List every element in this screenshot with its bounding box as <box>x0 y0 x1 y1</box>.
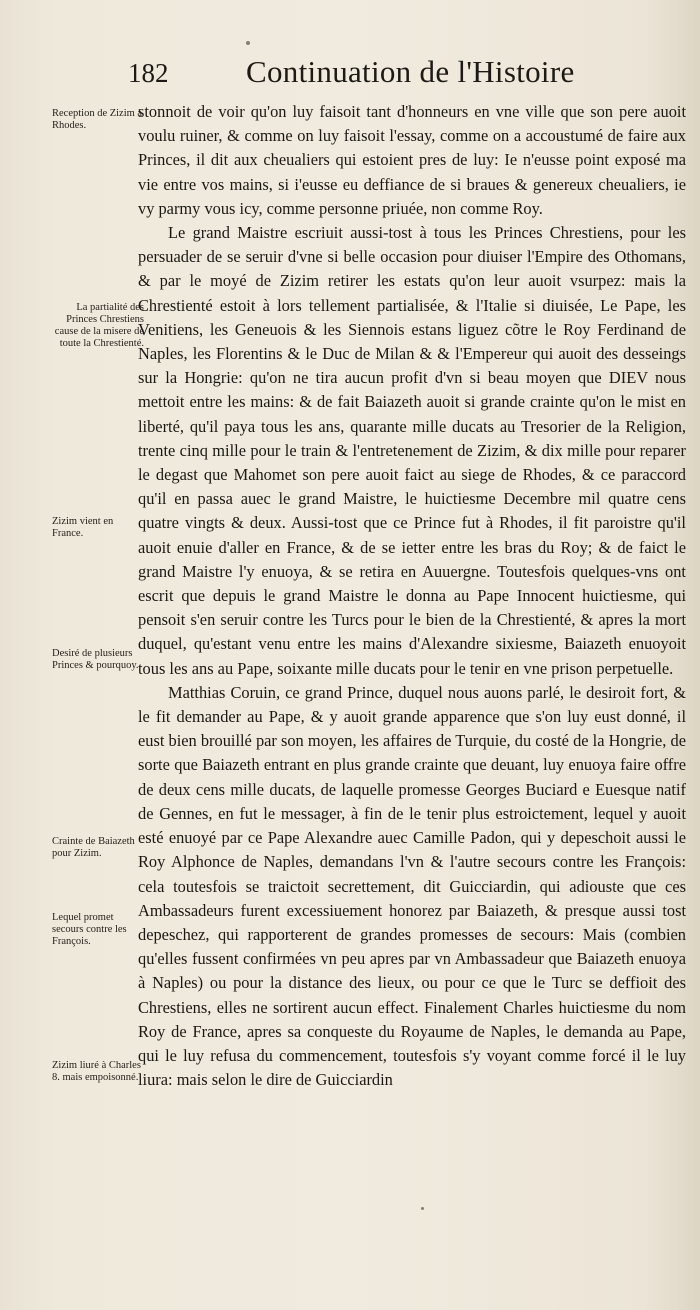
paragraph: stonnoit de voir qu'on luy faisoit tant d'honneurs en vne ville que son pere auoit voulu ruiner, & comme on luy faisoit l'essay, comme on a accoustumé de faire aux Princes, il dit aux cheualiers qui estoient pres de luy: Ie n'eusse point exposé ma vie entre vos mains, si i'eusse eu deffiance de si braues & genereux cheualiers, ie vy parmy vous icy, comme personne priuée, non comme Roy. <box>138 102 686 218</box>
page-number: 182 <box>128 58 169 88</box>
paragraph: Matthias Coruin, ce grand Prince, duquel nous auons parlé, le desiroit fort, & le fit demander au Pape, & y auoit grande apparence que s'on luy eust donné, il eust bien brouillé par son moyen, les affaires de Turquie, du costé de la Hongrie, de sorte que Baiazeth entrant en plus grande crainte que deuant, luy enuoya faire offre de deux cens mille ducats, de laquelle promesse Georges Buciard e Euesque natif de Gennes, en fut le messager, à fin de le tenir plus estroictement, lequel y auoit esté enuoyé par ce Pape Alexandre auec Camille Padon, qui y depeschoit aussi le Roy Alphonce de Naples, demandans l'vn & l'autre secours contre les François: cela toutesfois se traictoit secrettement, dit Guicciardin, qui adiouste que ces Ambassadeurs furent excessiuement honorez par Baiazeth, & presque aussi tost depeschez, qui rapporterent de grandes promesses de secours: Mais (combien qu'elles fussent confirmées vn peu apres par vn Ambassadeur que Baiazeth enuoya à Naples) ou pour la distance des lieux, ou pour ce que le Turc se deffioit des Chrestiens, elles ne sortirent aucun effect. Finalement Charles huictiesme du nom Roy de France, apres sa conqueste du Royaume de Naples, le demanda au Pape, qui le luy refusa du commencement, toutesfois s'y voyant comme forcé il le luy liura: mais selon le dire de Guicciardin <box>138 682 686 1090</box>
margin-note: Zizim vient en France. <box>52 516 114 539</box>
margin-note: Lequel promet secours contre les François. <box>52 912 127 947</box>
margin-note: Crainte de Baiazeth pour Zizim. <box>52 836 135 859</box>
margin-note: La partialité des Princes Chrestiens cause de la misere de toute la Chrestienté. <box>54 302 144 349</box>
paragraph: Le grand Maistre escriuit aussi-tost à tous les Princes Chrestiens, pour les persuader de se seruir d'vne si belle occasion pour diuiser l'Empire des Othomans, & par le moyé de Zizim retirer les estats qu'on leur auoit vsurpez: mais la Chrestienté estoit à lors tellement partialisée, & l'Italie si diuisée, Le Pape, les Venitiens, les Geneuois & les Siennois estans liguez cõtre le Roy Ferdinand de Naples, les Florentins & le Duc de Milan & & l'Empereur qui auoit des desseings sur la Hongrie: qu'on ne tira aucun profit d'vn si beau moyen que DIEV nous mettoit entre les mains: & de fait Baiazeth auoit si grande crainte qu'on le mist en liberté, qu'il paya tous les ans, quarante mille ducats au Tresorier de la Religion, trente cinq mille pour le train & l'entretenement de Zizim, & dix mille pour reparer le degast que Mahomet son pere auoit faict au siege de Rhodes, & ce paraccord qu'il en passa auec le grand Maistre, le huictiesme Decembre mil quatre cens quatre vingts & deux. Aussi-tost que ce Prince fut à Rhodes, il fit paroistre qu'il auoit enuie d'aller en France, & de se ietter entre les bras du Roy; & de faict le grand Maistre l'y enuoya, & se retira en Auuergne. Toutesfois quelques-vns ont escrit que depuis le grand Maistre le donna au Pape Innocent huictiesme, qui pensoit s'en seruir contre les Turcs pour le bien de la Chrestienté, & apres la mort duquel, qu'estant venu entre les mains d'Alexandre sixiesme, Baiazeth enuoyoit tous les ans au Pape, soixante mille ducats pour le tenir en vne prison perpetuelle. <box>138 223 686 678</box>
running-title: Continuation de l'Histoire <box>246 54 575 89</box>
page-header <box>128 50 588 100</box>
ink-speck <box>246 41 250 45</box>
margin-note: Desiré de plusieurs Princes & pourquoy. <box>52 648 139 671</box>
margin-note: Reception de Zizim à Rhodes. <box>52 108 143 131</box>
ink-speck <box>421 1207 424 1210</box>
main-text <box>138 100 686 1092</box>
margin-note: Zizim liuré à Charles 8. mais empoisonné. <box>52 1060 141 1083</box>
